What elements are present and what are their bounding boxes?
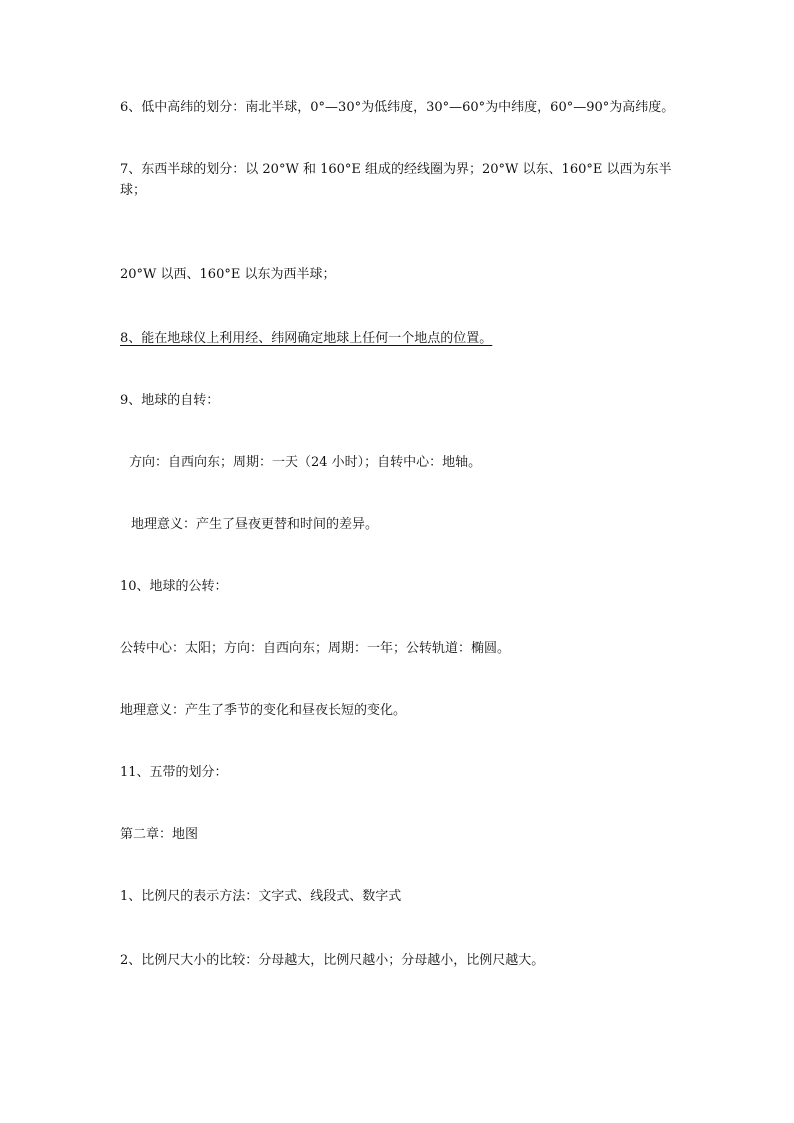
paragraph-rotation-details: 方向：自西向东；周期：一天（24 小时）；自转中心：地轴。 xyxy=(129,455,482,470)
paragraph-western-hemisphere: 20°W 以西、160°E 以东为西半球； xyxy=(120,267,336,282)
paragraph-scale-methods: 1、比例尺的表示方法：文字式、线段式、数字式 xyxy=(120,889,402,904)
paragraph-revolution-significance: 地理意义：产生了季节的变化和昼夜长短的变化。 xyxy=(120,703,407,718)
paragraph-hemisphere-division: 7、东西半球的划分：以 20°W 和 160°E 组成的经线圈为界；20°W 以东、160°E 以西为东半球； xyxy=(120,162,672,198)
paragraph-globe-location: 8、能在地球仪上利用经、纬网确定地球上任何一个地点的位置。 xyxy=(120,331,493,346)
paragraph-latitude-division: 6、低中高纬的划分：南北半球，0°—30°为低纬度，30°—60°为中纬度，60°—90°为高纬度。 xyxy=(120,100,675,115)
paragraph-earth-rotation-heading: 9、地球的自转： xyxy=(120,393,220,408)
paragraph-five-zones-heading: 11、五带的划分： xyxy=(120,765,228,780)
paragraph-earth-revolution-heading: 10、地球的公转： xyxy=(120,579,228,594)
chapter-title-map: 第二章：地图 xyxy=(120,827,199,842)
paragraph-scale-comparison: 2、比例尺大小的比较：分母越大，比例尺越小；分母越小，比例尺越大。 xyxy=(120,953,545,968)
paragraph-revolution-details: 公转中心：太阳；方向：自西向东；周期：一年；公转轨道：椭圆。 xyxy=(120,641,511,656)
paragraph-rotation-significance: 地理意义：产生了昼夜更替和时间的差异。 xyxy=(131,517,379,532)
